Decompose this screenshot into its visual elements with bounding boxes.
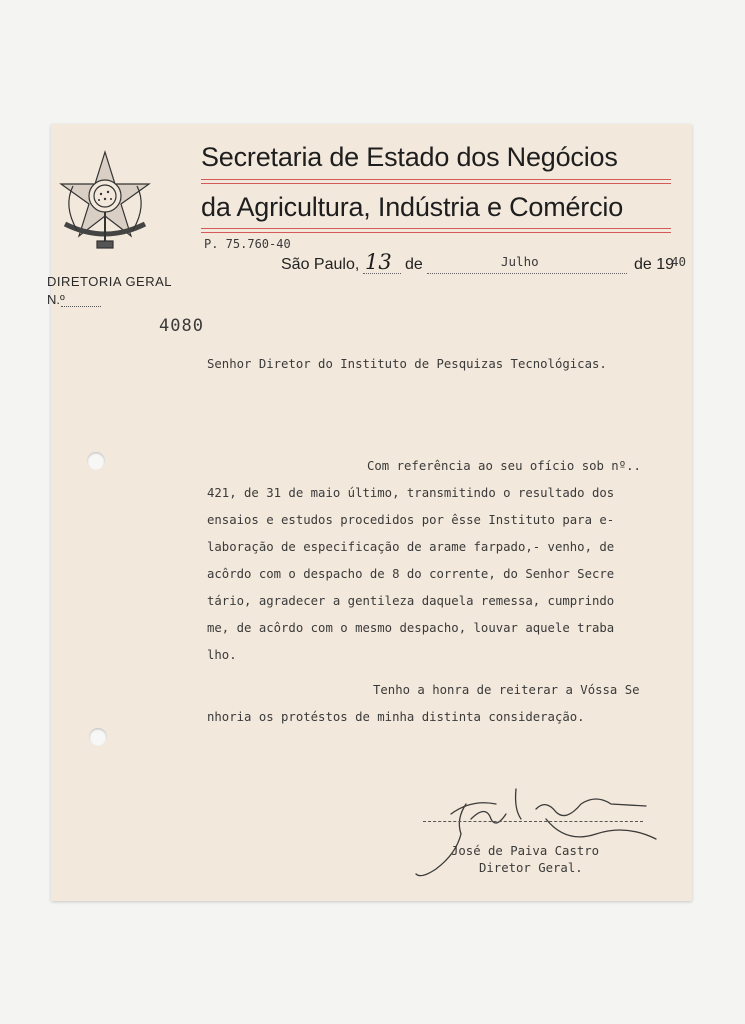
department-label: DIRETORIA GERAL (47, 274, 173, 289)
red-rule (201, 232, 671, 233)
number-label: N.º (47, 292, 65, 307)
dateline (281, 250, 687, 278)
coat-of-arms-seal (55, 146, 155, 256)
body-line: acôrdo com o despacho de 8 do corrente, do Senhor Secre (207, 567, 615, 581)
signatory-name: José de Paiva Castro (451, 844, 600, 858)
punch-hole (89, 728, 107, 746)
body-line: me, de acôrdo com o mesmo despacho, louvar aquele traba (207, 621, 615, 635)
letterhead-title-line2: da Agricultura, Indústria e Comércio (201, 192, 624, 222)
dateline-year: 40 (671, 254, 687, 269)
dateline-day: 13 (365, 250, 392, 274)
body-line: nhoria os protéstos de minha distinta consideração. (207, 710, 585, 724)
punch-hole (87, 452, 105, 470)
number-line (61, 306, 101, 307)
signatory-title: Diretor Geral. (479, 861, 583, 875)
body-line: Tenho a honra de reiterar a Vóssa Se (373, 683, 640, 697)
registration-number: 4080 (159, 316, 204, 336)
process-number: P. 75.760-40 (204, 237, 291, 251)
dateline-de: de (405, 256, 423, 273)
red-rule (201, 183, 671, 184)
dateline-city: São Paulo, (281, 256, 360, 273)
month-dotted-line (427, 273, 627, 274)
red-rule (201, 228, 671, 229)
body-line: lho. (207, 648, 237, 662)
body-line: tário, agradecer a gentileza daquela remessa, cumprindo (207, 594, 615, 608)
body-line: 421, de 31 de maio último, transmitindo o resultado dos (207, 486, 615, 500)
signature-line (423, 821, 643, 822)
letter-page (47, 124, 692, 901)
addressee: Senhor Diretor do Instituto de Pesquizas Tecnológicas. (207, 357, 607, 371)
letterhead-title-line1: Secretaria de Estado dos Negócios (201, 142, 618, 172)
dateline-de-year: de 19 (634, 256, 675, 273)
red-rule (201, 179, 671, 180)
body-line: ensaios e estudos procedidos por êsse Instituto para e- (207, 513, 615, 527)
dateline-month: Julho (501, 254, 539, 269)
body-line: laboração de especificação de arame farpado,- venho, de (207, 540, 615, 554)
body-line: Com referência ao seu ofício sob nº.. (367, 459, 641, 473)
